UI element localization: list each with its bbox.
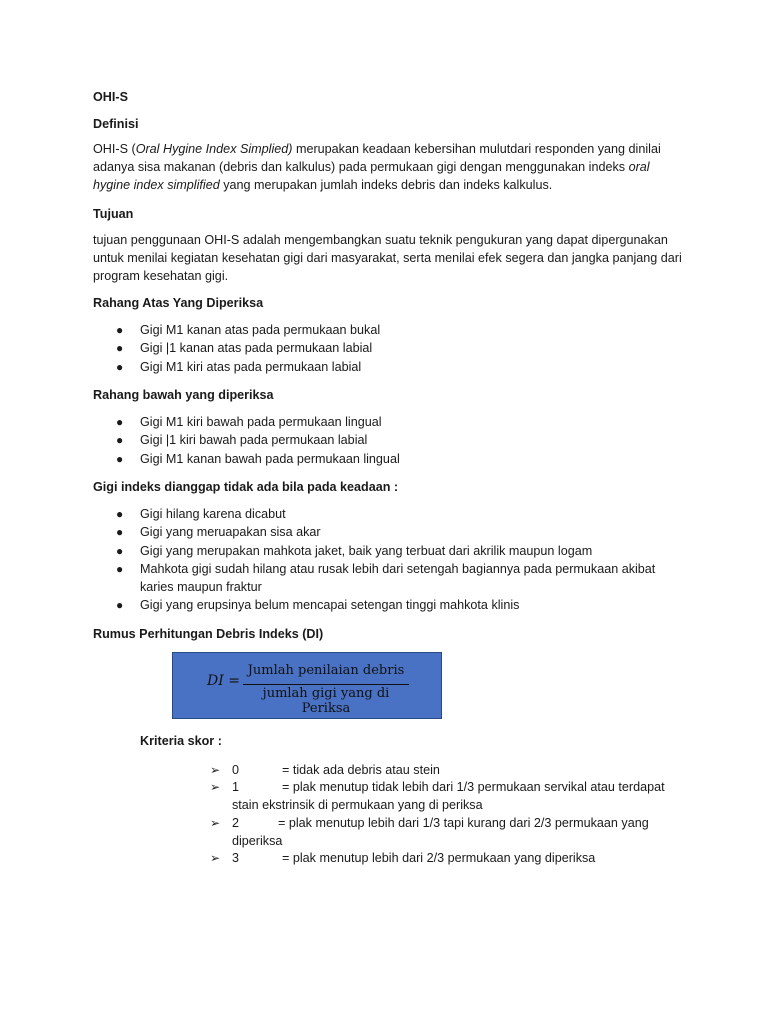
kriteria-item — [210, 762, 680, 780]
definisi-heading: Definisi — [93, 117, 139, 131]
list-item — [93, 542, 683, 560]
definisi-open-paren: ( — [127, 142, 136, 156]
list-item-text: Gigi yang meruapakan sisa akar — [140, 525, 321, 540]
definisi-italic-index: oral hygine index simplified — [93, 160, 650, 192]
list-item-text: Gigi |1 kanan atas pada permukaan labial — [140, 341, 373, 356]
bullet-icon: ● — [116, 359, 124, 374]
list-item — [93, 523, 683, 541]
bullet-icon: ● — [116, 451, 124, 466]
tujuan-heading: Tujuan — [93, 207, 134, 221]
bullet-icon: ● — [116, 323, 124, 337]
formula-lhs — [207, 673, 240, 689]
kriteria-heading: Kriteria skor : — [140, 734, 222, 748]
bullet-icon: ● — [116, 507, 124, 521]
rahang-bawah-heading: Rahang bawah yang diperiksa — [93, 388, 274, 402]
definisi-term: OHI-S — [93, 142, 128, 156]
list-item — [93, 431, 683, 449]
list-item — [93, 321, 683, 339]
formula-lhs-symbol: DI — [207, 673, 224, 689]
indeks-tidak-ada-list — [93, 505, 683, 615]
kriteria-item — [210, 850, 680, 868]
list-item-text: Gigi yang merupakan mahkota jaket, baik yang terbuat dari akrilik maupun logam — [140, 543, 593, 558]
list-item — [93, 339, 683, 357]
definisi-text-2: yang merupakan jumlah indeks debris dan indeks kalkulus. — [219, 178, 553, 192]
kriteria-item — [210, 815, 680, 850]
list-item — [93, 505, 683, 523]
list-item — [93, 560, 683, 597]
list-item-text: Gigi M1 kiri atas pada permukaan labial — [140, 359, 362, 374]
list-item-text: Mahkota gigi sudah hilang atau rusak lebih dari setengah bagiannya pada permukaan akibat karies maupun fraktur — [140, 561, 656, 595]
formula-equals: = — [223, 673, 240, 689]
kriteria-score: 3 — [232, 851, 240, 865]
rahang-bawah-list — [93, 413, 683, 468]
kriteria-desc: = plak menutup lebih dari 1/3 tapi kurang dari 2/3 permukaan yang diperiksa — [232, 816, 649, 848]
bullet-icon: ● — [116, 415, 124, 429]
list-item — [93, 450, 683, 468]
definisi-text-1: merupakan keadaan kebersihan mulutdari responden yang dinilai adanya sisa makanan (debris dan kalkulus) pada permukaan gigi dengan menggunakan indeks — [93, 142, 661, 174]
arrowhead-bullet-icon: ➢ — [210, 816, 221, 830]
arrowhead-bullet-icon: ➢ — [210, 780, 221, 794]
bullet-icon: ● — [116, 543, 124, 558]
bullet-icon: ● — [116, 525, 124, 540]
list-item-text: Gigi yang erupsinya belum mencapai setengan tinggi mahkota klinis — [140, 598, 520, 613]
arrowhead-bullet-icon: ➢ — [210, 851, 221, 865]
bullet-icon: ● — [116, 598, 124, 613]
kriteria-score: 2 — [232, 816, 240, 830]
formula-denominator: jumlah gigi yang di Periksa — [262, 686, 390, 716]
list-item — [93, 596, 683, 614]
bullet-icon: ● — [116, 561, 124, 576]
definisi-paragraph — [93, 140, 683, 194]
bullet-icon: ● — [116, 433, 124, 448]
list-item — [93, 413, 683, 431]
arrowhead-bullet-icon: ➢ — [210, 763, 221, 777]
fraction-bar — [243, 684, 409, 685]
list-item-text: Gigi M1 kanan bawah pada permukaan lingual — [140, 451, 400, 466]
definisi-italic-term: Oral Hygine Index Simplied) — [135, 142, 293, 156]
debris-index-formula-box — [172, 652, 442, 719]
kriteria-item — [210, 779, 680, 814]
rahang-atas-heading: Rahang Atas Yang Diperiksa — [93, 296, 264, 310]
bullet-icon: ● — [116, 341, 124, 356]
tujuan-paragraph: tujuan penggunaan OHI-S adalah mengembangkan suatu teknik pengukuran yang dapat dipergunakan untuk menilai kegiatan kesehatan gigi dari masyarakat, serta menilai efek segera dan jangka panjang dari program kesehatan gigi. — [93, 233, 682, 283]
rahang-atas-list — [93, 321, 683, 376]
list-item-text: Gigi |1 kiri bawah pada permukaan labial — [140, 433, 368, 448]
list-item-text: Gigi M1 kiri bawah pada permukaan lingual — [140, 415, 382, 429]
kriteria-score: 1 — [232, 780, 240, 794]
kriteria-desc: = plak menutup tidak lebih dari 1/3 permukaan servikal atau terdapat stain ekstrinsik di permukaan yang di periksa — [232, 780, 665, 812]
list-item-text: Gigi M1 kanan atas pada permukaan bukal — [140, 323, 381, 337]
kriteria-desc: = tidak ada debris atau stein — [282, 763, 440, 777]
kriteria-score: 0 — [232, 763, 240, 777]
kriteria-desc: = plak menutup lebih dari 2/3 permukaan yang diperiksa — [282, 851, 596, 865]
rumus-heading: Rumus Perhitungan Debris Indeks (DI) — [93, 627, 324, 641]
list-item-text: Gigi hilang karena dicabut — [140, 507, 286, 521]
list-item — [93, 358, 683, 376]
indeks-tidak-ada-heading: Gigi indeks dianggap tidak ada bila pada keadaan : — [93, 480, 399, 494]
document-title: OHI-S — [93, 90, 128, 104]
formula-numerator: Jumlah penilaian debris — [247, 663, 405, 678]
